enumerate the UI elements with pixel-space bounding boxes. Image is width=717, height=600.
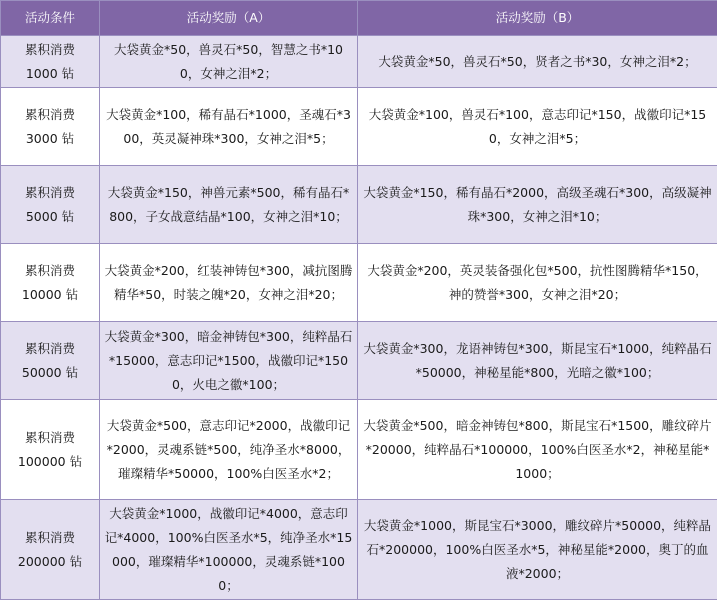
- reward-b-cell: 大袋黄金*1000，斯昆宝石*3000，雕纹碎片*50000，纯粹晶石*200000，100%白医圣水*5，神秘星能*2000，奥丁的血液*2000；: [358, 500, 717, 600]
- reward-a-cell: 大袋黄金*300，暗金神铸包*300，纯粹晶石*15000，意志印记*1500，战徽印记*1500，火电之徽*100；: [100, 322, 358, 400]
- reward-a-cell: 大袋黄金*150，神兽元素*500，稀有晶石*800，子女战意结晶*100，女神之泪*10；: [100, 166, 358, 244]
- condition-amount: 1000 钻: [5, 62, 95, 86]
- reward-b-cell: 大袋黄金*50，兽灵石*50，贤者之书*30，女神之泪*2；: [358, 36, 717, 88]
- reward-b-cell: 大袋黄金*200，英灵装备强化包*500，抗性图腾精华*150，神的赞誉*300，女神之泪*20；: [358, 244, 717, 322]
- condition-label: 累积消费: [5, 38, 95, 62]
- condition-cell: [1, 166, 100, 244]
- table-row: [1, 500, 717, 600]
- table-row: [1, 88, 717, 166]
- condition-cell: [1, 244, 100, 322]
- table-row: [1, 400, 717, 500]
- condition-label: 累积消费: [5, 337, 95, 361]
- reward-b-cell: 大袋黄金*300，龙语神铸包*300，斯昆宝石*1000，纯粹晶石*50000，神秘星能*800，光暗之徽*100；: [358, 322, 717, 400]
- reward-a-cell: 大袋黄金*100，稀有晶石*1000，圣魂石*300，英灵凝神珠*300，女神之泪*5；: [100, 88, 358, 166]
- reward-a-cell: 大袋黄金*50，兽灵石*50，智慧之书*100，女神之泪*2；: [100, 36, 358, 88]
- condition-label: 累积消费: [5, 259, 95, 283]
- reward-b-cell: 大袋黄金*500，暗金神铸包*800，斯昆宝石*1500，雕纹碎片*20000，纯粹晶石*100000，100%白医圣水*2，神秘星能*1000；: [358, 400, 717, 500]
- reward-a-cell: 大袋黄金*500，意志印记*2000，战徽印记*2000，灵魂系链*500，纯净圣水*8000，璀璨精华*50000，100%白医圣水*2；: [100, 400, 358, 500]
- condition-label: 累积消费: [5, 526, 95, 550]
- table-header-row: [1, 1, 717, 36]
- reward-b-cell: 大袋黄金*150，稀有晶石*2000，高级圣魂石*300，高级凝神珠*300，女神之泪*10；: [358, 166, 717, 244]
- header-reward-b: 活动奖励（B）: [358, 1, 717, 36]
- header-reward-a: 活动奖励（A）: [100, 1, 358, 36]
- condition-amount: 50000 钻: [5, 361, 95, 385]
- condition-cell: [1, 500, 100, 600]
- condition-amount: 100000 钻: [5, 450, 95, 474]
- table-row: [1, 322, 717, 400]
- reward-b-cell: 大袋黄金*100，兽灵石*100，意志印记*150，战徽印记*150，女神之泪*5；: [358, 88, 717, 166]
- condition-amount: 10000 钻: [5, 283, 95, 307]
- reward-a-cell: 大袋黄金*200，红装神铸包*300，减抗图腾精华*50，时装之魄*20，女神之泪*20；: [100, 244, 358, 322]
- condition-cell: [1, 88, 100, 166]
- table-row: [1, 36, 717, 88]
- condition-amount: 3000 钻: [5, 127, 95, 151]
- condition-cell: [1, 322, 100, 400]
- table-row: [1, 166, 717, 244]
- condition-amount: 5000 钻: [5, 205, 95, 229]
- condition-cell: [1, 36, 100, 88]
- condition-label: 累积消费: [5, 103, 95, 127]
- table-row: [1, 244, 717, 322]
- header-condition: 活动条件: [1, 1, 100, 36]
- condition-label: 累积消费: [5, 181, 95, 205]
- condition-amount: 200000 钻: [5, 550, 95, 574]
- reward-a-cell: 大袋黄金*1000，战徽印记*4000，意志印记*4000，100%白医圣水*5，纯净圣水*15000，璀璨精华*100000，灵魂系链*1000；: [100, 500, 358, 600]
- condition-label: 累积消费: [5, 426, 95, 450]
- condition-cell: [1, 400, 100, 500]
